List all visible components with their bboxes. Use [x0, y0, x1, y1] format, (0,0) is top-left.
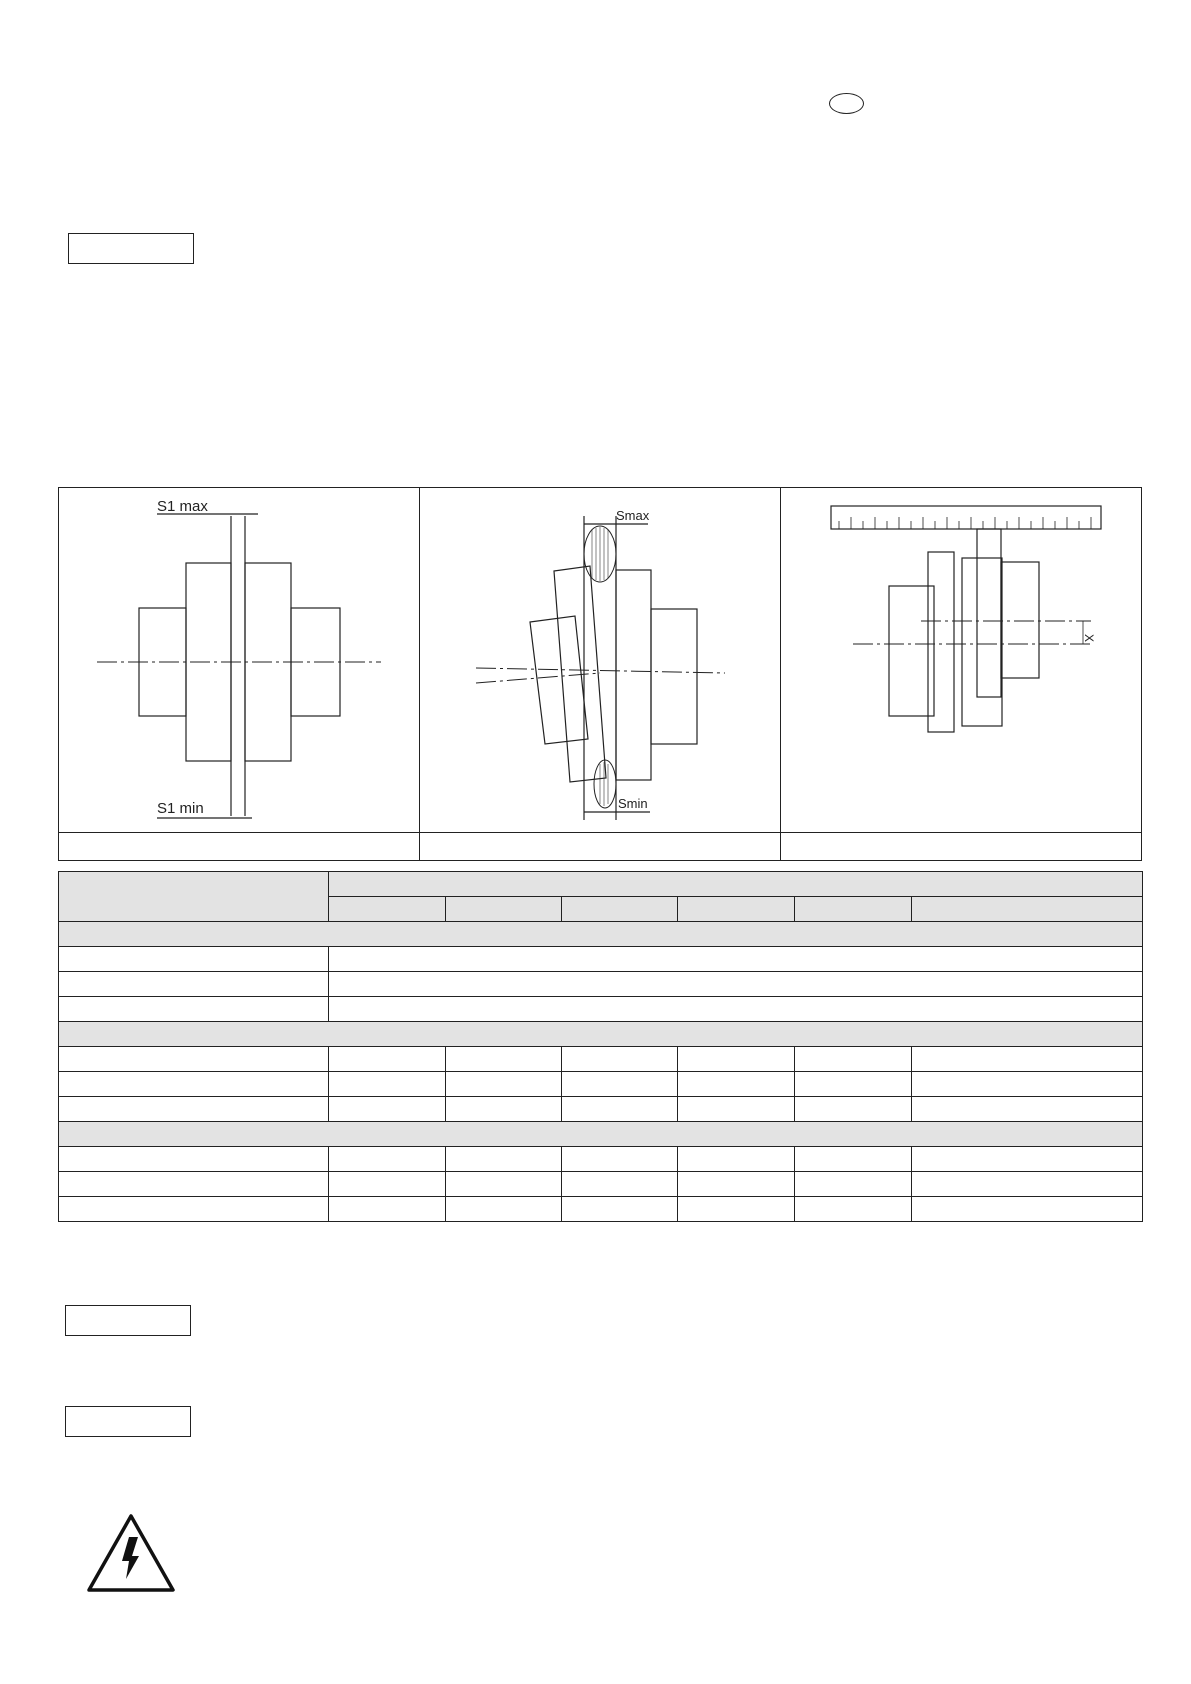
- angular-misalignment-drawing: [420, 488, 780, 832]
- section-header: [59, 922, 1143, 947]
- section-label-box: [68, 233, 194, 264]
- section-label-box: [65, 1406, 191, 1437]
- section-label-box: [65, 1305, 191, 1336]
- s1-max-label: S1 max: [157, 498, 208, 515]
- s1-min-label: S1 min: [157, 800, 204, 817]
- language-badge-icon: [829, 93, 864, 114]
- section-header: [59, 1122, 1143, 1147]
- table-row: [59, 972, 1143, 997]
- table-size-header: [329, 872, 1143, 897]
- tolerance-table: [58, 871, 1143, 1222]
- figure-caption: [59, 832, 419, 860]
- size-header: [446, 897, 562, 922]
- table-row: [59, 1197, 1143, 1222]
- radial-offset-drawing: [781, 488, 1141, 832]
- figure-axial-gap: [59, 488, 419, 832]
- table-row: [59, 1147, 1143, 1172]
- axial-gap-drawing: [59, 488, 419, 832]
- electrical-hazard-warning-icon: [86, 1513, 176, 1593]
- alignment-figures-table: [58, 487, 1142, 861]
- section-header: [59, 1022, 1143, 1047]
- figure-angular-misalignment: [420, 488, 780, 832]
- table-row: [59, 947, 1143, 972]
- smax-label: Smax: [616, 508, 650, 523]
- table-row: [59, 1072, 1143, 1097]
- smin-label: Smin: [618, 796, 648, 811]
- size-header: [678, 897, 795, 922]
- table-row: [59, 1097, 1143, 1122]
- figure-radial-offset: [781, 488, 1141, 832]
- figure-caption: [420, 832, 780, 860]
- size-header: [329, 897, 446, 922]
- size-header: [912, 897, 1143, 922]
- table-row: [59, 1047, 1143, 1072]
- size-header: [795, 897, 912, 922]
- table-row: [59, 1172, 1143, 1197]
- table-corner-header: [59, 872, 329, 922]
- size-header: [562, 897, 678, 922]
- x-offset-label: X: [1082, 634, 1096, 643]
- figure-caption: [781, 832, 1141, 860]
- table-row: [59, 997, 1143, 1022]
